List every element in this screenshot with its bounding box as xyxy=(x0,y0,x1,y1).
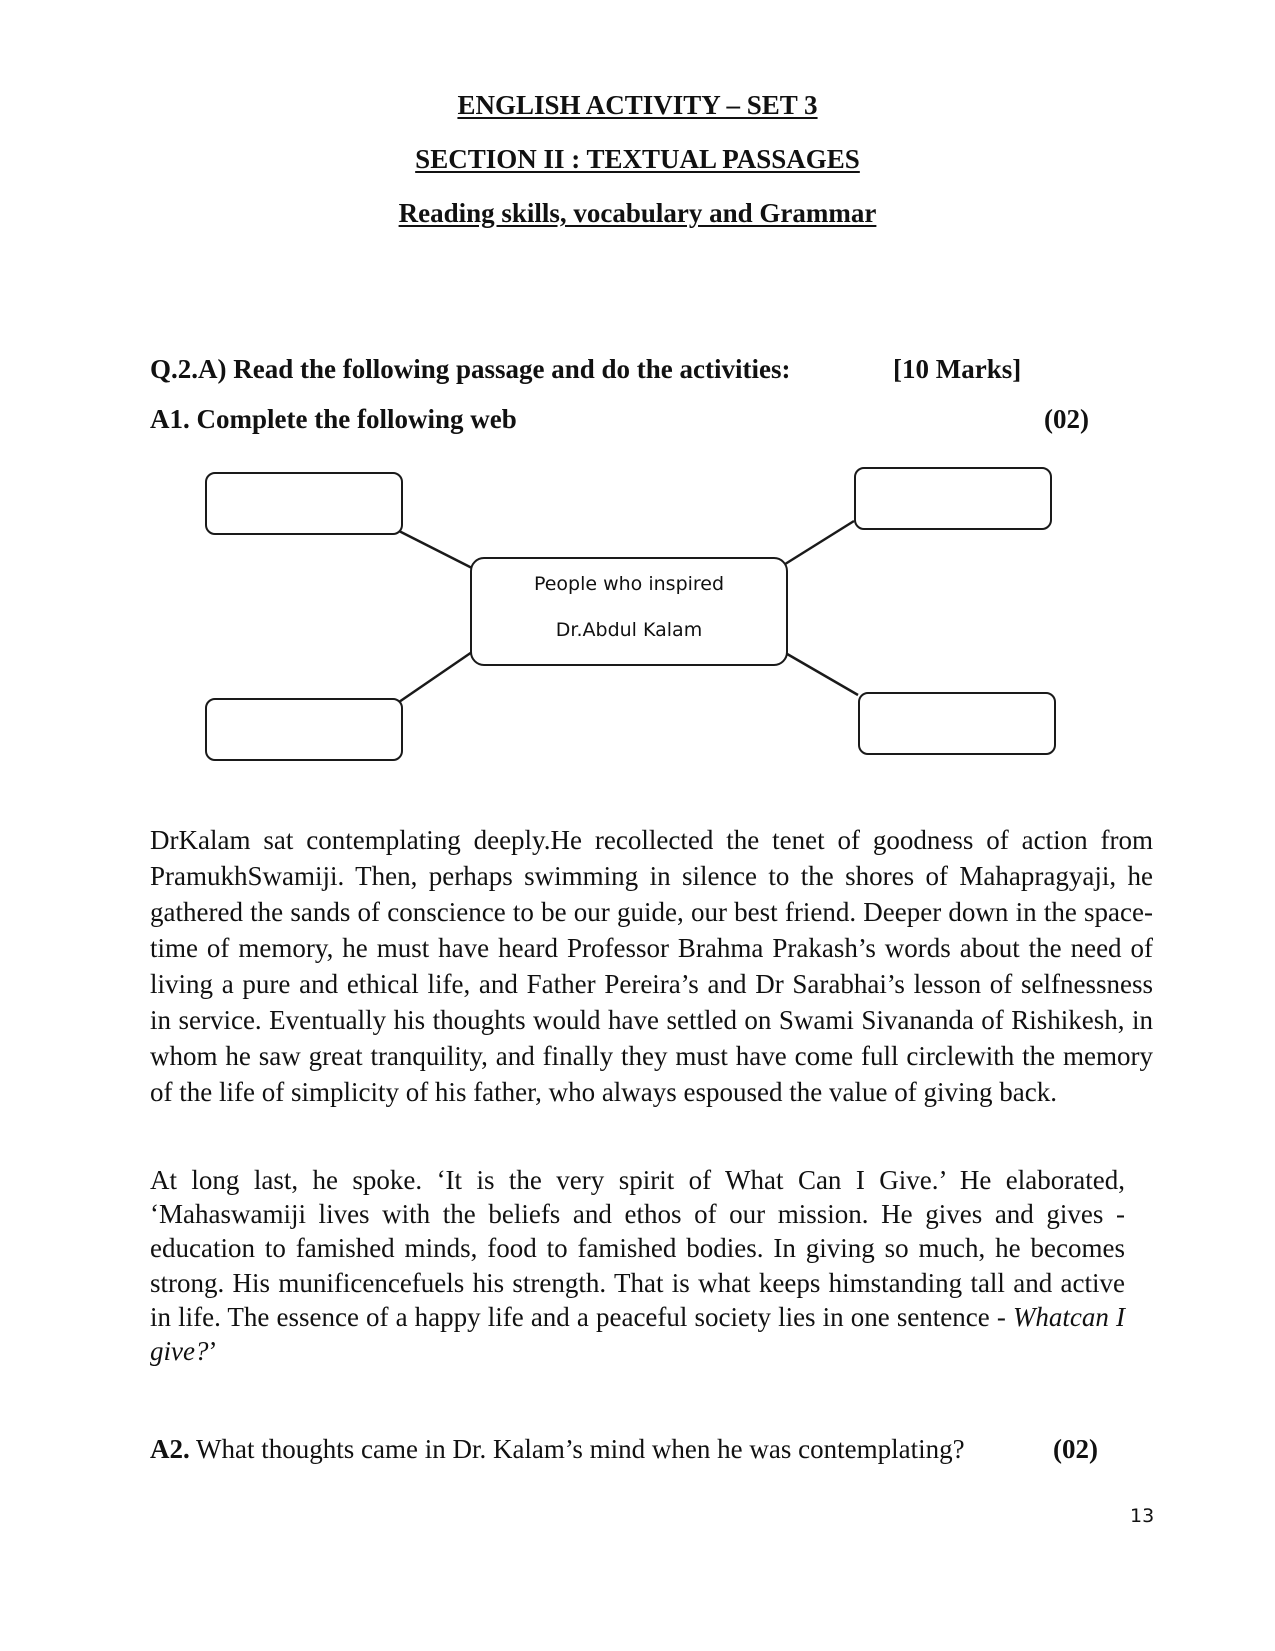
activity-a2 xyxy=(150,1434,965,1465)
connector-top-right xyxy=(782,521,854,566)
passage-quote-close: ’ xyxy=(208,1336,218,1367)
page-number: 13 xyxy=(1130,1505,1155,1527)
activity-a2-question: What thoughts came in Dr. Kalam’s mind when he was contemplating? xyxy=(189,1434,965,1464)
web-answer-box-bottom-left[interactable] xyxy=(205,698,403,761)
passage-paragraph-1: DrKalam sat contemplating deeply.He recollected the tenet of goodness of action from PramukhSwamiji. Then, perhaps swimming in silence to the shores of Mahapragyaji, he gathered the sands of conscience to be our guide, our best friend. Deeper down in the space-time of memory, he must have heard Professor Brahma Prakash’s words about the need of living a pure and ethical life, and Father Pereira’s and Dr Sarabhai’s lesson of selfnessness in service. Eventually his thoughts would have settled on Swami Sivananda of Rishikesh, in whom he saw great tranquility, and finally they must have come full circlewith the memory of the life of simplicity of his father, who always espoused the value of giving back. xyxy=(150,825,1153,1107)
connector-top-left xyxy=(399,531,472,568)
web-center-line1: People who inspired xyxy=(533,573,725,595)
web-answer-box-top-right[interactable] xyxy=(854,467,1052,530)
connector-bottom-right xyxy=(782,651,858,695)
activity-a2-marks: (02) xyxy=(1053,1434,1098,1464)
connector-bottom-left xyxy=(399,652,472,702)
section-heading: SECTION II : TEXTUAL PASSAGES xyxy=(415,144,860,174)
web-center-line2: Dr.Abdul Kalam xyxy=(555,619,703,641)
activity-a1-label: A1. Complete the following web xyxy=(150,404,517,434)
web-answer-box-top-left[interactable] xyxy=(205,472,403,535)
web-center-box xyxy=(470,557,788,666)
question-marks: [10 Marks] xyxy=(893,354,1022,384)
section-subtitle: Reading skills, vocabulary and Grammar xyxy=(398,198,877,228)
passage-paragraph-2-text: At long last, he spoke. ‘It is the very spirit of What Can I Give.’ He elaborated, ‘Mahaswamiji lives with the beliefs and ethos of our mission. He gives and gives - education to famished minds, food to famished bodies. In giving so much, he becomes strong. His munificencefuels his strength. That is what keeps himstanding tall and active in life. The essence of a happy life and a peaceful society lies in one sentence - xyxy=(150,1165,1125,1332)
passage-quote-italic: Whatcan I give? xyxy=(150,1301,1125,1367)
page-title: ENGLISH ACTIVITY – SET 3 xyxy=(457,90,818,120)
activity-a2-label: A2. xyxy=(150,1434,190,1464)
question-label: Q.2.A) Read the following passage and do the activities: xyxy=(150,354,791,384)
activity-a1-marks: (02) xyxy=(1044,404,1089,434)
passage-paragraph-2 xyxy=(150,1163,1125,1368)
web-answer-box-bottom-right[interactable] xyxy=(858,692,1056,755)
